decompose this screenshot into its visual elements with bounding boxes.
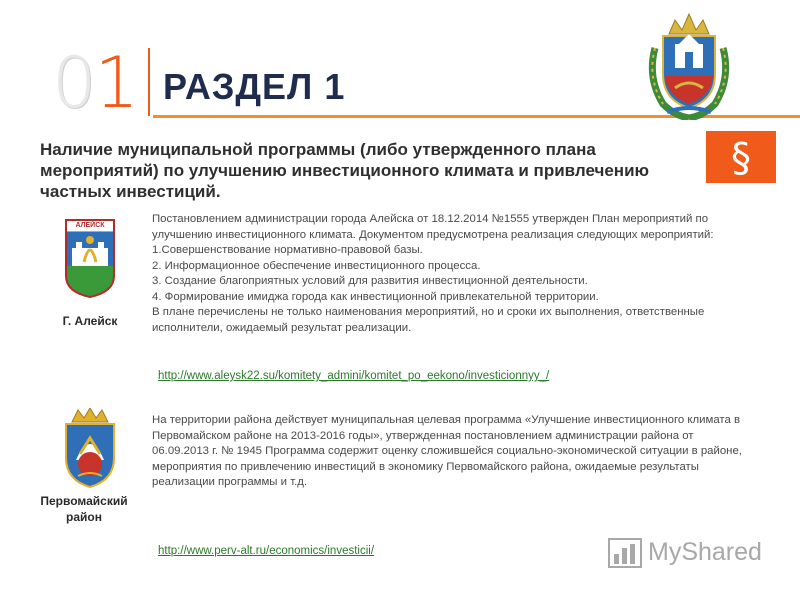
aleysk-paragraph: 3. Создание благоприятных условий для развития инвестиционной деятельности. [152, 275, 588, 287]
watermark [608, 536, 768, 570]
aleysk-crest-icon [64, 218, 116, 303]
aleysk-crest-label: АЛЕЙСК [75, 222, 105, 229]
aleysk-link[interactable]: http://www.aleysk22.su/komitety_admini/komitet_po_eekono/investicionnyy_/ [158, 370, 550, 382]
region-coat-of-arms-icon [645, 8, 733, 120]
pervomaysky-link[interactable]: http://www.perv-alt.ru/economics/investicii/ [158, 545, 375, 557]
aleysk-description [152, 212, 752, 336]
section-number-first: 0 [52, 42, 95, 124]
section-title: РАЗДЕЛ 1 [163, 66, 346, 107]
section-number-second: 1 [94, 42, 138, 124]
aleysk-paragraph: 1.Совершенствование нормативно-правовой базы. [152, 244, 423, 256]
section-number [52, 42, 138, 124]
section-symbol: § [731, 135, 751, 181]
slide-heading: Наличие муниципальной программы (либо утвержденного плана мероприятий) по улучшению инвестиционного климата и привлечению частных инвестиций. [40, 140, 650, 201]
section-divider [148, 48, 150, 116]
pervomaysky-crest-icon [62, 408, 118, 493]
section-badge [706, 131, 776, 183]
entity-name-aleysk: Г. Алейск [62, 314, 118, 328]
chart-bars-icon [608, 538, 642, 568]
watermark-text: MyShared [648, 538, 762, 566]
aleysk-paragraph: Постановлением администрации города Алейска от 18.12.2014 №1555 утвержден План мероприятий по улучшению инвестиционного климата. Документом предусмотрена реализация следующих мероприятий: [152, 213, 714, 241]
aleysk-paragraph: В плане перечислены не только наименования мероприятий, но и сроки их выполнения, ответственные исполнители, ожидаемый результат реализации. [152, 306, 705, 334]
entity-name-pervomaysky: Первомайский район [40, 494, 128, 524]
aleysk-paragraph: 4. Формирование имиджа города как инвестиционной привлекательной территории. [152, 290, 599, 303]
aleysk-paragraph: 2. Информационное обеспечение инвестиционного процесса. [152, 259, 481, 272]
pervomaysky-description [152, 413, 752, 491]
pervomaysky-paragraph: На территории района действует муниципальная целевая программа «Улучшение инвестиционного климата в Первомайском районе на 2013-2016 годы», утвержденная постановлением администрации района от 06.09.2013 г. № 1945 Программа содержит оценку сложившейся социально-экономической ситуации в районе, мероприятия по привлечению инвестиций в экономику Первомайского района, ожидаемые результаты реализации программы и т.д. [152, 414, 742, 488]
